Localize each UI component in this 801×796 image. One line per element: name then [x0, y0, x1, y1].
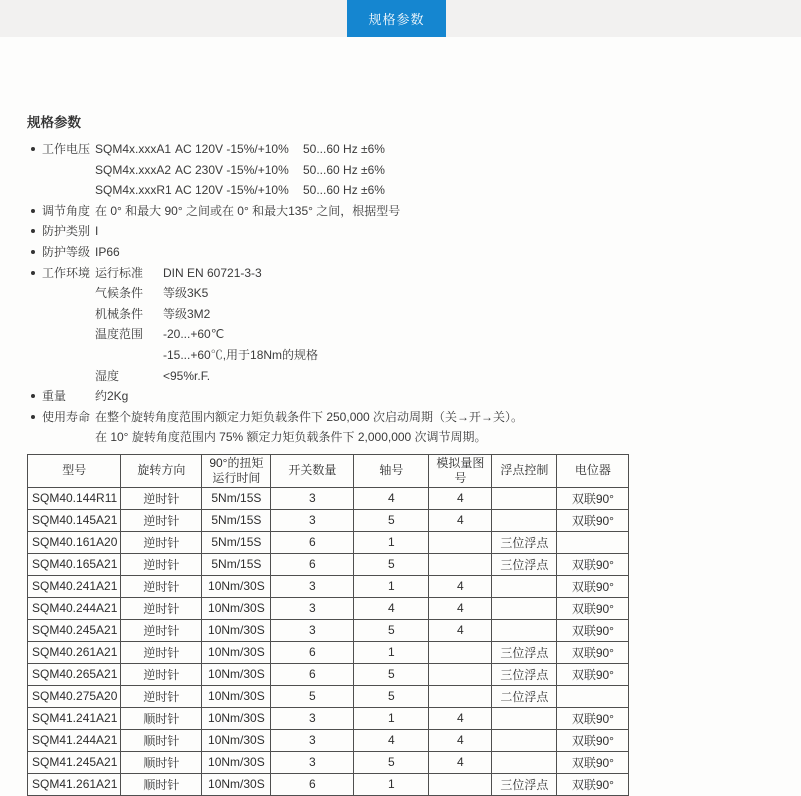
- table-row: [28, 751, 629, 773]
- table-cell: 4: [429, 707, 492, 729]
- spec-item: [27, 139, 801, 201]
- spec-item: [27, 263, 801, 387]
- table-cell: [492, 487, 557, 509]
- table-cell: 三位浮点: [492, 553, 557, 575]
- table-cell: 双联90°: [557, 773, 629, 795]
- table-row: [28, 531, 629, 553]
- bullet-icon: [31, 415, 35, 419]
- spec-value-text: AC 120V -15%/+10%: [175, 183, 289, 198]
- table-cell: 3: [271, 707, 354, 729]
- content-area: [0, 37, 801, 796]
- spec-line: [95, 386, 801, 407]
- table-cell: 4: [429, 509, 492, 531]
- spec-value-text: 在 0° 和最大 90° 之间或在 0° 和最大135° 之间，根据型号: [95, 203, 401, 218]
- table-cell: 逆时针: [121, 619, 202, 641]
- table-cell: [492, 619, 557, 641]
- top-tab-bar: [0, 0, 801, 37]
- table-cell: 4: [354, 597, 429, 619]
- table-cell: 10Nm/30S: [202, 729, 271, 751]
- table-body: [28, 487, 629, 795]
- table-cell: 逆时针: [121, 509, 202, 531]
- table-cell: 5Nm/15S: [202, 487, 271, 509]
- table-cell: 4: [429, 575, 492, 597]
- spec-value-text: -15...+60℃,用于18Nm的规格: [163, 347, 319, 362]
- table-cell: 3: [271, 597, 354, 619]
- table-cell: 逆时针: [121, 531, 202, 553]
- table-cell: 1: [354, 641, 429, 663]
- table-cell: 4: [354, 729, 429, 751]
- section-title: 规格参数: [27, 115, 81, 130]
- table-cell: 逆时针: [121, 487, 202, 509]
- spec-line: [95, 304, 801, 325]
- spec-value-text: 温度范围: [95, 327, 144, 342]
- spec-value-text: SQM4x.xxxR1: [95, 183, 172, 198]
- header-cell: 旋转方向: [121, 454, 202, 487]
- spec-value-text: SQM4x.xxxA2: [95, 162, 172, 177]
- spec-label: 工作环境: [42, 265, 91, 280]
- table-cell: 双联90°: [557, 597, 629, 619]
- table-cell: 三位浮点: [492, 663, 557, 685]
- table-cell: 逆时针: [121, 641, 202, 663]
- model-cell: SQM40.161A20: [28, 531, 121, 553]
- spec-values: [95, 242, 801, 263]
- bullet-icon: [31, 147, 35, 151]
- table-cell: [492, 707, 557, 729]
- table-cell: 3: [271, 729, 354, 751]
- spec-label: 防护等级: [42, 244, 91, 259]
- table-cell: [429, 641, 492, 663]
- table-cell: [429, 531, 492, 553]
- table-cell: [492, 509, 557, 531]
- header-cell: 90°的扭矩运行时间: [202, 454, 271, 487]
- spec-value-text: AC 120V -15%/+10%: [175, 142, 289, 156]
- table-cell: 10Nm/30S: [202, 575, 271, 597]
- table-cell: [492, 729, 557, 751]
- spec-label: 使用寿命: [42, 409, 91, 424]
- spec-item: [27, 242, 801, 263]
- table-cell: 4: [429, 487, 492, 509]
- model-cell: SQM41.245A21: [28, 751, 121, 773]
- table-cell: 三位浮点: [492, 641, 557, 663]
- spec-label: 工作电压: [42, 142, 91, 156]
- model-cell: SQM40.165A21: [28, 553, 121, 575]
- table-cell: 双联90°: [557, 575, 629, 597]
- spec-value-text: 等级3M2: [163, 306, 211, 321]
- model-cell: SQM40.244A21: [28, 597, 121, 619]
- spec-line: [95, 324, 801, 345]
- table-cell: 逆时针: [121, 663, 202, 685]
- spec-item: [27, 201, 801, 222]
- table-cell: [429, 685, 492, 707]
- table-cell: [429, 553, 492, 575]
- spec-line: [95, 427, 801, 448]
- table-cell: [492, 751, 557, 773]
- model-cell: SQM41.241A21: [28, 707, 121, 729]
- spec-line: [95, 242, 801, 263]
- table-cell: 4: [429, 751, 492, 773]
- table-cell: 1: [354, 531, 429, 553]
- spec-line: [95, 345, 801, 366]
- table-row: [28, 729, 629, 751]
- table-row: [28, 509, 629, 531]
- spec-values: [95, 407, 801, 448]
- table-cell: 双联90°: [557, 619, 629, 641]
- table-cell: 6: [271, 531, 354, 553]
- model-cell: SQM40.265A21: [28, 663, 121, 685]
- spec-line: [95, 180, 801, 201]
- spec-value-text: 机械条件: [95, 306, 144, 321]
- table-cell: 顺时针: [121, 707, 202, 729]
- table-cell: 5: [354, 553, 429, 575]
- header-cell: 型号: [28, 454, 121, 487]
- table-cell: 10Nm/30S: [202, 751, 271, 773]
- spec-line: [95, 160, 801, 181]
- model-cell: SQM40.145A21: [28, 509, 121, 531]
- table-cell: 逆时针: [121, 685, 202, 707]
- table-cell: 5Nm/15S: [202, 509, 271, 531]
- table-cell: 3: [271, 575, 354, 597]
- table-cell: 三位浮点: [492, 773, 557, 795]
- spec-value-text: 约2Kg: [95, 389, 129, 404]
- table-cell: 5Nm/15S: [202, 553, 271, 575]
- model-cell: SQM40.144R11: [28, 487, 121, 509]
- table-cell: 双联90°: [557, 729, 629, 751]
- spec-line: [95, 366, 801, 387]
- table-cell: [429, 773, 492, 795]
- spec-values: [95, 386, 801, 407]
- spec-values: [95, 139, 801, 201]
- table-cell: 三位浮点: [492, 531, 557, 553]
- table-cell: 5Nm/15S: [202, 531, 271, 553]
- table-cell: [492, 597, 557, 619]
- table-cell: 3: [271, 487, 354, 509]
- table-cell: 1: [354, 773, 429, 795]
- specs-tab-button[interactable]: 规格参数: [347, 0, 446, 37]
- table-row: [28, 773, 629, 795]
- table-cell: 1: [354, 707, 429, 729]
- model-cell: SQM40.275A20: [28, 685, 121, 707]
- spec-label: 调节角度: [42, 203, 91, 218]
- spec-item: [27, 386, 801, 407]
- table-cell: 逆时针: [121, 553, 202, 575]
- spec-line: [95, 221, 801, 242]
- spec-values: [95, 263, 801, 387]
- table-cell: 10Nm/30S: [202, 685, 271, 707]
- table-cell: [492, 575, 557, 597]
- spec-value-text: AC 230V -15%/+10%: [175, 162, 289, 177]
- model-cell: SQM41.244A21: [28, 729, 121, 751]
- header-cell: 轴号: [354, 454, 429, 487]
- model-cell: SQM41.261A21: [28, 773, 121, 795]
- header-cell: 模拟量图号: [429, 454, 492, 487]
- spec-value-text: DIN EN 60721-3-3: [163, 265, 262, 280]
- table-cell: 双联90°: [557, 509, 629, 531]
- table-cell: [429, 663, 492, 685]
- table-cell: 双联90°: [557, 487, 629, 509]
- table-cell: 顺时针: [121, 751, 202, 773]
- spec-value-text: 气候条件: [95, 286, 144, 301]
- table-cell: 6: [271, 553, 354, 575]
- table-cell: 10Nm/30S: [202, 663, 271, 685]
- table-cell: 双联90°: [557, 663, 629, 685]
- table-cell: 4: [429, 619, 492, 641]
- model-cell: SQM40.245A21: [28, 619, 121, 641]
- spec-value-text: <95%r.F.: [163, 368, 211, 383]
- spec-value-text: 在整个旋转角度范围内额定力矩负载条件下 250,000 次启动周期（关→开→关）。: [95, 409, 524, 424]
- table-row: [28, 685, 629, 707]
- table-cell: 二位浮点: [492, 685, 557, 707]
- spec-value-text: 50...60 Hz ±6%: [303, 142, 385, 156]
- spec-item: [27, 407, 801, 448]
- table-cell: 顺时针: [121, 729, 202, 751]
- table-row: [28, 641, 629, 663]
- spec-value-text: 等级3K5: [163, 286, 209, 301]
- spec-value-text: I: [95, 224, 99, 239]
- spec-values: [95, 221, 801, 242]
- table-cell: 4: [429, 729, 492, 751]
- table-cell: 5: [354, 751, 429, 773]
- table-cell: 逆时针: [121, 575, 202, 597]
- table-cell: 5: [354, 663, 429, 685]
- table-cell: 双联90°: [557, 641, 629, 663]
- table-cell: [557, 685, 629, 707]
- spec-line: [95, 407, 801, 428]
- bullet-icon: [31, 394, 35, 398]
- table-cell: 10Nm/30S: [202, 619, 271, 641]
- spec-value-text: 50...60 Hz ±6%: [303, 183, 385, 198]
- spec-label: 重量: [42, 389, 67, 404]
- bullet-icon: [31, 250, 35, 254]
- spec-value-text: 湿度: [95, 368, 120, 383]
- spec-line: [95, 139, 801, 160]
- bullet-icon: [31, 271, 35, 275]
- table-row: [28, 553, 629, 575]
- table-cell: 双联90°: [557, 707, 629, 729]
- table-row: [28, 597, 629, 619]
- table-header-row: [28, 454, 629, 487]
- table-cell: 10Nm/30S: [202, 773, 271, 795]
- model-cell: SQM40.261A21: [28, 641, 121, 663]
- table-cell: 双联90°: [557, 751, 629, 773]
- table-cell: 逆时针: [121, 597, 202, 619]
- bullet-icon: [31, 229, 35, 233]
- table-row: [28, 487, 629, 509]
- table-cell: 6: [271, 663, 354, 685]
- spec-label: 防护类别: [42, 224, 91, 239]
- table-cell: 6: [271, 641, 354, 663]
- table-cell: 双联90°: [557, 553, 629, 575]
- model-cell: SQM40.241A21: [28, 575, 121, 597]
- table-cell: 4: [429, 597, 492, 619]
- spec-line: [95, 201, 801, 222]
- table-cell: 6: [271, 773, 354, 795]
- table-cell: 5: [271, 685, 354, 707]
- header-cell: 开关数量: [271, 454, 354, 487]
- table-row: [28, 575, 629, 597]
- spec-value-text: 50...60 Hz ±6%: [303, 162, 385, 177]
- table-cell: 顺时针: [121, 773, 202, 795]
- table-cell: 4: [354, 487, 429, 509]
- spec-value-text: -20...+60℃: [163, 327, 225, 342]
- table-cell: 10Nm/30S: [202, 641, 271, 663]
- spec-line: [95, 263, 801, 284]
- spec-value-text: IP66: [95, 244, 120, 259]
- table-cell: 10Nm/30S: [202, 707, 271, 729]
- spec-line: [95, 283, 801, 304]
- spec-table: [27, 454, 629, 796]
- table-row: [28, 619, 629, 641]
- table-row: [28, 707, 629, 729]
- table-cell: 5: [354, 619, 429, 641]
- table-row: [28, 663, 629, 685]
- table-cell: 5: [354, 685, 429, 707]
- spec-item: [27, 221, 801, 242]
- spec-value-text: 运行标准: [95, 265, 144, 280]
- table-cell: 3: [271, 751, 354, 773]
- spec-values: [95, 201, 801, 222]
- header-cell: 浮点控制: [492, 454, 557, 487]
- spec-value-text: SQM4x.xxxA1: [95, 142, 172, 156]
- table-cell: 10Nm/30S: [202, 597, 271, 619]
- table-cell: 3: [271, 509, 354, 531]
- spec-value-text: 在 10° 旋转角度范围内 75% 额定力矩负载条件下 2,000,000 次调节周期。: [95, 430, 487, 445]
- table-cell: [557, 531, 629, 553]
- spec-list: [27, 139, 801, 448]
- header-cell: 电位器: [557, 454, 629, 487]
- table-cell: 3: [271, 619, 354, 641]
- table-cell: 1: [354, 575, 429, 597]
- table-cell: 5: [354, 509, 429, 531]
- bullet-icon: [31, 209, 35, 213]
